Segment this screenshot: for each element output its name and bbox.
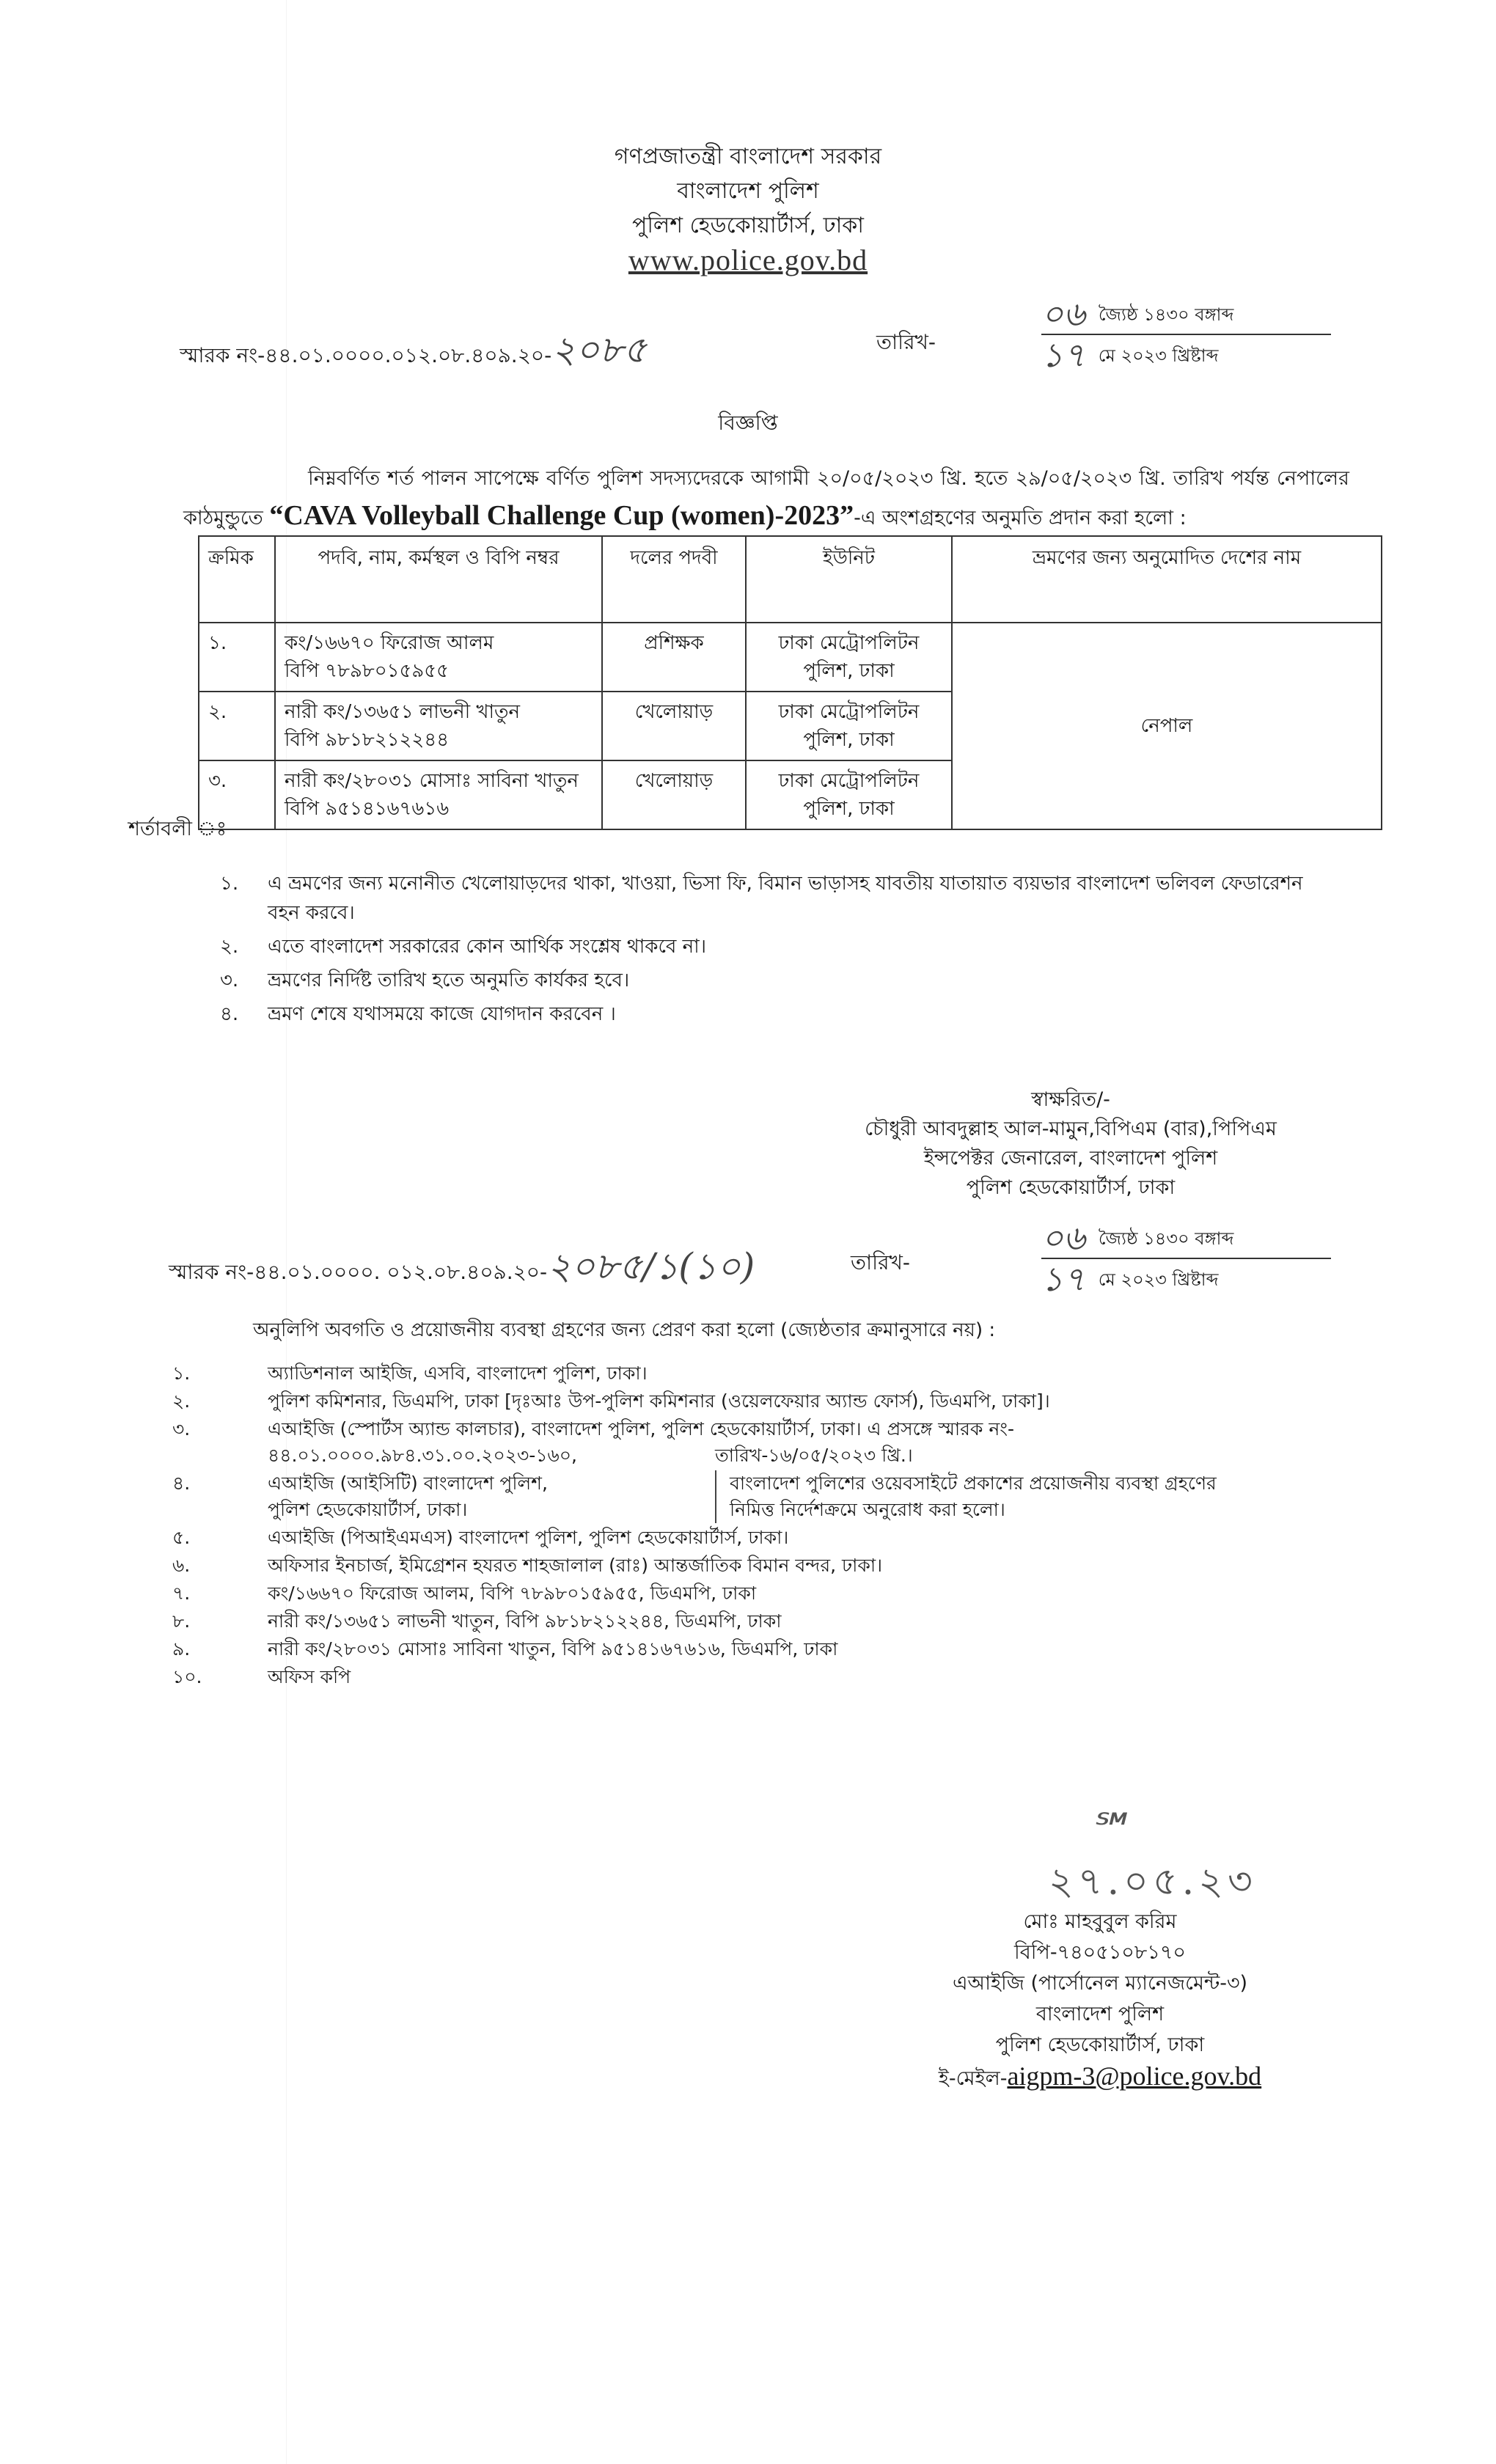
copy-number: ৩.	[172, 1418, 191, 1440]
condition-text: এতে বাংলাদেশ সরকারের কোন আর্থিক সংশ্লেষ থাকবে না।	[268, 936, 707, 958]
cell-name	[275, 623, 602, 692]
signatory-bp: বিপি-৭৪০৫১০৮১৭০	[1014, 1941, 1186, 1964]
memo-handwritten-number: ২০৮৫/১(১০)	[547, 1245, 755, 1288]
copy-number: ৭.	[172, 1583, 191, 1604]
memo-label: স্মারক নং-৪৪.০১.০০০০. ০১২.০৮.৪০৯.২০-	[169, 1260, 548, 1284]
reference-memo-number: ৪৪.০১.০০০০.৯৮৪.৩১.০০.২০২৩-১৬০,	[268, 1445, 577, 1466]
reference-date: তারিখ-১৬/০৫/২০২৩ খ্রি.।	[715, 1445, 913, 1466]
memo-handwritten-number: ২০৮৫	[551, 329, 648, 371]
unit-line: ঢাকা মেট্রোপলিটন	[778, 770, 920, 792]
header-country: ভ্রমণের জন্য অনুমোদিত দেশের নাম	[952, 536, 1382, 623]
cell-name	[275, 692, 602, 760]
memo-number	[180, 323, 647, 384]
condition-item	[220, 869, 1335, 928]
cell-unit	[746, 623, 952, 692]
signatory-designation: এআইজি (পার্সোনেল ম্যানেজমেন্ট-৩)	[952, 1972, 1248, 1995]
handwritten-date: ২৭.০৫.২৩	[1049, 1860, 1257, 1904]
copy-item	[172, 1552, 1346, 1579]
greg-day: ১৭	[1041, 335, 1085, 375]
signatory-name: চৌধুরী আবদুল্লাহ আল-মামুন,বিপিএম (বার),পিপিএম	[865, 1118, 1277, 1140]
unit-line: পুলিশ, ঢাকা	[803, 660, 895, 682]
signature-block-aig	[843, 1907, 1357, 2094]
cell-serial: ৩.	[199, 760, 275, 829]
copy-text: অফিসার ইনচার্জ, ইমিগ্রেশন হযরত শাহজালাল (রাঃ) আন্তর্জাতিক বিমান বন্দর, ঢাকা।	[268, 1555, 883, 1576]
greg-month-year: মে ২০২৩ খ্রিষ্টাব্দ	[1098, 1269, 1219, 1290]
members-table	[198, 535, 1382, 830]
email-label: ই-মেইল-	[938, 2067, 1008, 2090]
copy-text: এআইজি (আইসিটি) বাংলাদেশ পুলিশ,	[268, 1473, 548, 1494]
cell-unit	[746, 692, 952, 760]
govt-name: গণপ্রজাতন্ত্রী বাংলাদেশ সরকার	[614, 144, 882, 169]
member-name: নারী কং/১৩৬৫১ লাভনী খাতুন	[285, 701, 521, 723]
copy-item	[172, 1525, 1346, 1551]
member-bp: বিপি ৭৮৯৮০১৫৯৫৫	[285, 660, 450, 682]
copy-list	[172, 1360, 1346, 1692]
signatory-office: পুলিশ হেডকোয়ার্টার্স, ঢাকা	[995, 2034, 1205, 2056]
copy-number: ৮.	[172, 1610, 191, 1632]
cell-role: খেলোয়াড়	[602, 692, 746, 760]
copy-number: ১.	[172, 1363, 191, 1384]
cell-country: নেপাল	[952, 623, 1382, 829]
condition-number: ৪.	[220, 1003, 239, 1025]
bangla-day: ০৬	[1041, 1218, 1085, 1258]
signatory-org: বাংলাদেশ পুলিশ	[1035, 2003, 1165, 2025]
greg-month-year: মে ২০২৩ খ্রিষ্টাব্দ	[1098, 345, 1219, 366]
copy-item	[172, 1470, 1346, 1523]
condition-number: ১.	[220, 873, 239, 895]
copy-item	[172, 1636, 1346, 1662]
signature-block-igp	[770, 1085, 1371, 1203]
copy-item	[172, 1360, 1346, 1387]
signatory-email-line	[843, 2061, 1357, 2094]
conditions-title: শর্তাবলী ঃ	[128, 818, 227, 840]
condition-item	[220, 1000, 1335, 1029]
handwritten-initial: ℠	[1085, 1804, 1131, 1855]
copy-intro: অনুলিপি অবগতি ও প্রয়োজনীয় ব্যবস্থা গ্রহণের জন্য প্রেরণ করা হলো (জ্যেষ্ঠতার ক্রমানুসারে নয়) :	[253, 1319, 996, 1341]
condition-item	[220, 932, 1335, 961]
condition-number: ২.	[220, 936, 239, 958]
copy-item	[172, 1580, 1346, 1607]
header-serial: ক্রমিক	[199, 536, 275, 623]
member-bp: বিপি ৯৫১৪১৬৭৬১৬	[285, 798, 450, 820]
letterhead	[0, 139, 1496, 277]
website-link[interactable]: www.police.gov.bd	[628, 243, 868, 276]
header-role: দলের পদবী	[602, 536, 746, 623]
notice-paragraph	[183, 461, 1349, 537]
org-name: বাংলাদেশ পুলিশ	[677, 178, 819, 204]
condition-item	[220, 966, 1335, 995]
cell-role: খেলোয়াড়	[602, 760, 746, 829]
signatory-designation: ইন্সপেক্টর জেনারেল, বাংলাদেশ পুলিশ	[923, 1147, 1218, 1170]
copy-text: অফিস কপি	[268, 1666, 351, 1687]
copy-text: এআইজি (পিআইএমএস) বাংলাদেশ পুলিশ, পুলিশ হেডকোয়ার্টার্স, ঢাকা।	[268, 1527, 789, 1548]
unit-line: পুলিশ, ঢাকা	[803, 729, 895, 751]
greg-day: ১৭	[1041, 1259, 1085, 1299]
date-block	[1041, 294, 1331, 375]
table-header-row	[199, 536, 1382, 623]
table-row	[199, 623, 1382, 692]
cell-serial: ১.	[199, 623, 275, 692]
cell-role: প্রশিক্ষক	[602, 623, 746, 692]
signed-mark: স্বাক্ষরিত/-	[1031, 1088, 1110, 1111]
date-label: তারিখ-	[851, 1250, 911, 1275]
copy-number: ৬.	[172, 1555, 191, 1576]
date-block	[1041, 1218, 1331, 1299]
copy-text: নারী কং/২৮০৩১ মোসাঃ সাবিনা খাতুন, বিপি ৯৫১৪১৬৭৬১৬, ডিএমপি, ঢাকা	[268, 1638, 838, 1660]
office-name: পুলিশ হেডকোয়ার্টার্স, ঢাকা	[631, 213, 864, 238]
member-name: কং/১৬৬৭০ ফিরোজ আলম	[285, 632, 494, 654]
condition-number: ৩.	[220, 969, 239, 991]
copy-number: ৫.	[172, 1527, 191, 1548]
copy-text: নারী কং/১৩৬৫১ লাভনী খাতুন, বিপি ৯৮১৮২১২২৪৪, ডিএমপি, ঢাকা	[268, 1610, 782, 1632]
copy-item	[172, 1608, 1346, 1635]
bangla-month-year: জ্যৈষ্ঠ ১৪৩০ বঙ্গাব্দ	[1098, 304, 1234, 325]
copy-number: ৪.	[172, 1473, 191, 1494]
signatory-name: মোঃ মাহবুবুল করিম	[1023, 1910, 1177, 1933]
notice-title: বিজ্ঞপ্তি	[718, 411, 778, 435]
copy-text: এআইজি (স্পোর্টস অ্যান্ড কালচার), বাংলাদেশ পুলিশ, পুলিশ হেডকোয়ার্টার্স, ঢাকা। এ প্রসঙ্গে স্মারক নং-	[268, 1418, 1015, 1440]
condition-text: এ ভ্রমণের জন্য মনোনীত খেলোয়াড়দের থাকা, খাওয়া, ভিসা ফি, বিমান ভাড়াসহ যাবতীয় যাতায়াত ব্যয়ভার বাংলাদেশ ভলিবল ফেডারেশন বহন করবে।	[268, 873, 1303, 924]
event-name: “CAVA Volleyball Challenge Cup (women)-2023”	[269, 500, 854, 531]
website-request-note: বাংলাদেশ পুলিশের ওয়েবসাইটে প্রকাশের প্রয়োজনীয় ব্যবস্থা গ্রহণের নিমিত্ত নির্দেশক্রমে অনুরোধ করা হলো।	[715, 1470, 1258, 1523]
copy-text: কং/১৬৬৭০ ফিরোজ আলম, বিপি ৭৮৯৮০১৫৯৫৫, ডিএমপি, ঢাকা	[268, 1583, 757, 1604]
cell-unit	[746, 760, 952, 829]
copy-text: পুলিশ হেডকোয়ার্টার্স, ঢাকা।	[268, 1499, 468, 1520]
bangla-month-year: জ্যৈষ্ঠ ১৪৩০ বঙ্গাব্দ	[1098, 1228, 1234, 1249]
notice-text-1: নিম্নবর্ণিত শর্ত পালন সাপেক্ষে বর্ণিত পুলিশ সদস্যদেরকে আগামী ২০/০৫/২০২৩ খ্রি. হতে ২৯/০৫/২০২৩ খ্রি. তারিখ পর্যন্ত নেপালের কাঠমুন্ডুতে	[183, 467, 1349, 529]
unit-line: ঢাকা মেট্রোপলিটন	[778, 701, 920, 723]
copy-number: ২.	[172, 1390, 191, 1412]
copy-number: ৯.	[172, 1638, 191, 1660]
copy-item	[172, 1664, 1346, 1690]
email-link[interactable]: aigpm-3@police.gov.bd	[1007, 2061, 1262, 2091]
unit-line: ঢাকা মেট্রোপলিটন	[778, 632, 920, 654]
copy-text: পুলিশ কমিশনার, ডিএমপি, ঢাকা [দৃঃআঃ উপ-পুলিশ কমিশনার (ওয়েলফেয়ার অ্যান্ড ফোর্স), ডিএমপি, ঢাকা]।	[268, 1390, 1050, 1412]
bangla-day: ০৬	[1041, 294, 1085, 334]
copy-text: অ্যাডিশনাল আইজি, এসবি, বাংলাদেশ পুলিশ, ঢাকা।	[268, 1363, 648, 1384]
condition-text: ভ্রমণের নির্দিষ্ট তারিখ হতে অনুমতি কার্যকর হবে।	[268, 969, 630, 991]
date-label: তারিখ-	[876, 330, 936, 354]
member-name: নারী কং/২৮০৩১ মোসাঃ সাবিনা খাতুন	[285, 770, 579, 792]
header-unit: ইউনিট	[746, 536, 952, 623]
member-bp: বিপি ৯৮১৮২১২২৪৪	[285, 729, 450, 751]
memo-number-copy	[169, 1239, 755, 1300]
cell-name	[275, 760, 602, 829]
copy-number: ১০.	[172, 1666, 202, 1687]
header-name: পদবি, নাম, কর্মস্থল ও বিপি নম্বর	[275, 536, 602, 623]
memo-label: স্মারক নং-৪৪.০১.০০০০.০১২.০৮.৪০৯.২০-	[180, 343, 552, 367]
notice-text-2: -এ অংশগ্রহণের অনুমতি প্রদান করা হলো :	[854, 507, 1187, 529]
copy-item	[172, 1416, 1346, 1469]
condition-text: ভ্রমণ শেষে যথাসময়ে কাজে যোগদান করবেন ।	[268, 1003, 616, 1025]
conditions-list	[220, 869, 1335, 1033]
signatory-office: পুলিশ হেডকোয়ার্টার্স, ঢাকা	[966, 1176, 1176, 1199]
copy-item	[172, 1388, 1346, 1415]
cell-serial: ২.	[199, 692, 275, 760]
unit-line: পুলিশ, ঢাকা	[803, 798, 895, 820]
